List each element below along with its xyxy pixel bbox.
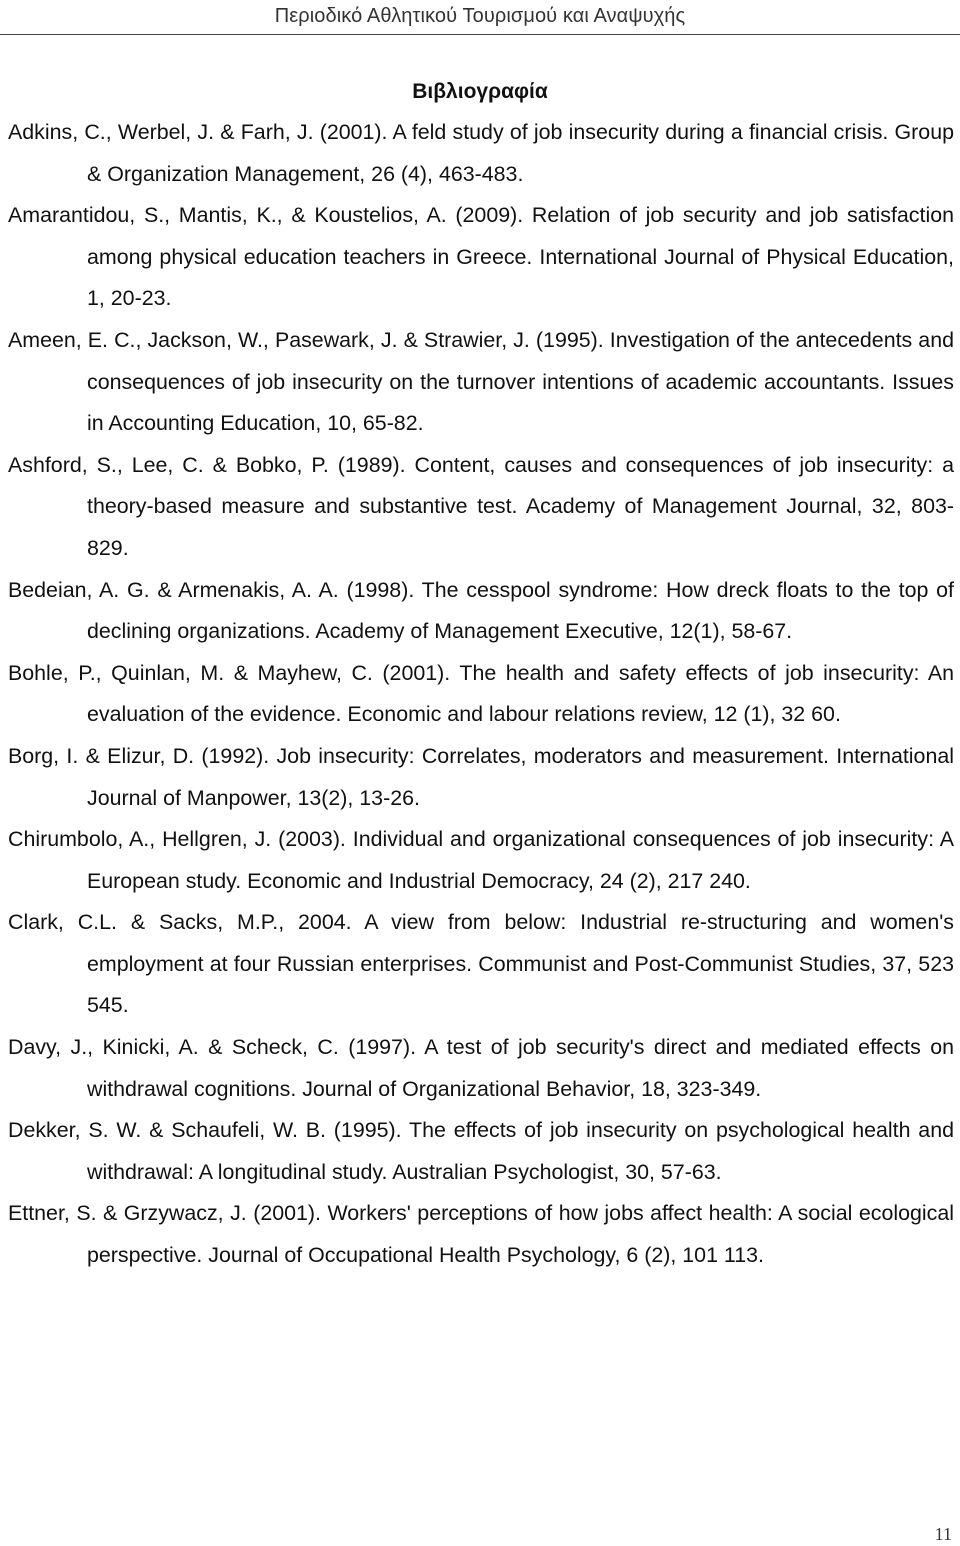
reference-item: Ameen, E. C., Jackson, W., Pasewark, J. & Strawier, J. (1995). Investigation of the antecedents and consequences of job insecurity on the turnover intentions of academic accountants. Issues in Accounting Education, 10, 65-82. <box>8 327 954 436</box>
reference-item: Dekker, S. W. & Schaufeli, W. B. (1995). The effects of job insecurity on psychological health and withdrawal: A longitudinal study. Australian Psychologist, 30, 57-63. <box>8 1118 954 1184</box>
header-rule <box>0 34 960 35</box>
section-title: Βιβλιογραφία <box>412 80 548 103</box>
page-number: 11 <box>934 1524 952 1544</box>
reference-item: Chirumbolo, A., Hellgren, J. (2003). Individual and organizational consequences of job insecurity: A European study. Economic and Industrial Democracy, 24 (2), 217 240. <box>8 827 954 893</box>
reference-item: Ashford, S., Lee, C. & Bobko, P. (1989). Content, causes and consequences of job insecurity: a theory-based measure and substantive test. Academy of Management Journal, 32, 803-829. <box>8 452 954 560</box>
running-header: Περιοδικό Αθλητικού Τουρισμού και Αναψυχής <box>274 5 686 27</box>
reference-item: Amarantidou, S., Mantis, K., & Koustelios, A. (2009). Relation of job security and job satisfaction among physical education teachers in Greece. International Journal of Physical Education, 1, 20-23. <box>8 203 954 311</box>
reference-item: Adkins, C., Werbel, J. & Farh, J. (2001). A feld study of job insecurity during a financial crisis. Group & Organization Management, 26 (4), 463-483. <box>8 120 954 186</box>
reference-item: Ettner, S. & Grzywacz, J. (2001). Workers' perceptions of how jobs affect health: A social ecological perspective. Journal of Occupational Health Psychology, 6 (2), 101 113. <box>8 1201 954 1268</box>
reference-item: Bohle, P., Quinlan, M. & Mayhew, C. (2001). The health and safety effects of job insecurity: An evaluation of the evidence. Economic and labour relations review, 12 (1), 32 60. <box>8 660 954 727</box>
reference-item: Clark, C.L. & Sacks, M.P., 2004. A view from below: Industrial re-structuring and women's employment at four Russian enterprises. Communist and Post-Communist Studies, 37, 523 545. <box>8 910 954 1018</box>
reference-list <box>8 112 954 1277</box>
reference-item: Borg, I. & Elizur, D. (1992). Job insecurity: Correlates, moderators and measurement. International Journal of Manpower, 13(2), 13-26. <box>8 743 954 810</box>
reference-item: Bedeian, A. G. & Armenakis, A. A. (1998). The cesspool syndrome: How dreck floats to the top of declining organizations. Academy of Management Executive, 12(1), 58-67. <box>8 577 954 644</box>
reference-item: Davy, J., Kinicki, A. & Scheck, C. (1997). A test of job security's direct and mediated effects on withdrawal cognitions. Journal of Organizational Behavior, 18, 323-349. <box>8 1035 954 1101</box>
